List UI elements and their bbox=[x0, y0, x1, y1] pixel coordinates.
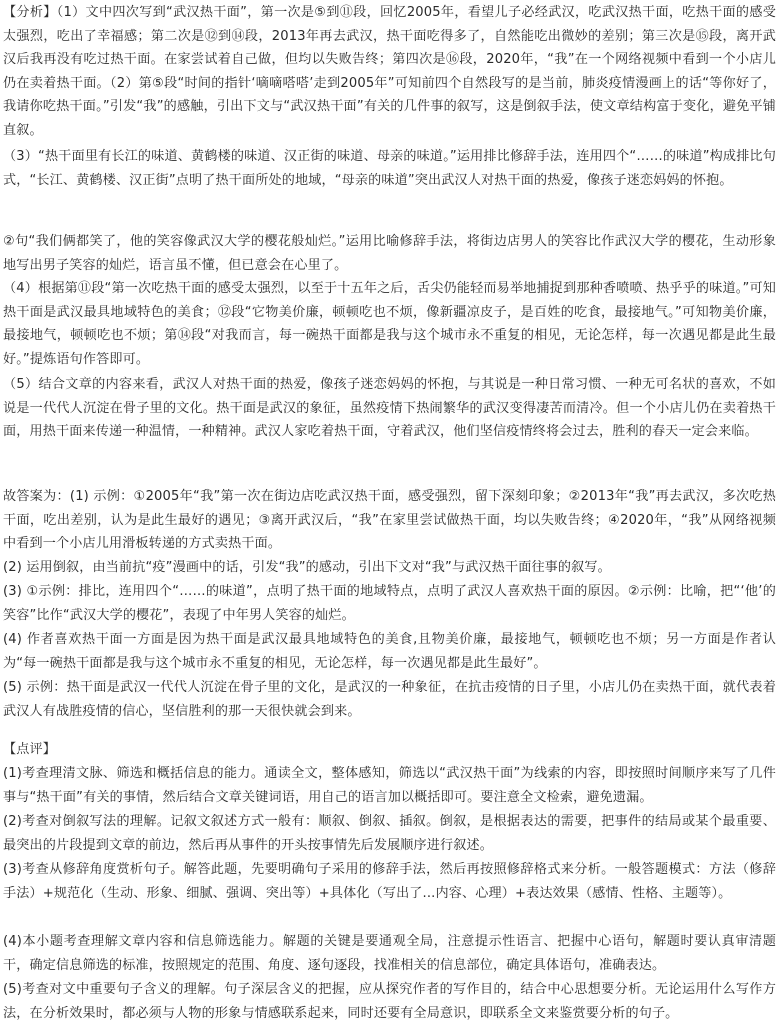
analysis-part-4: （4）根据第⑪段“第一次吃热干面的感受太强烈，以至于十五年之后，舌尖仍能轻而易举地捕捉到那种香喷喷、热乎乎的味道。”可知热干面是武汉最具地域特色的美食；⑫段“它物美价廉，顿顿吃也不烦，像新疆凉皮子，是百姓的吃食，最接地气。”可知物美价廉，最接地气，顿顿吃也不烦；第⑭段“对我而言，每一碗热干面都是我与这个城市永不重复的相见，无论怎样，每一次遇见都是此生最好。”提炼语句作答即可。 bbox=[3, 281, 776, 367]
comment-4: (4)本小题考查理解文章内容和信息筛选能力。解题的关键是要通观全局，注意提示性语言、把握中心语句，解题时要认真审清题干，确定信息筛选的标准，按照规定的范围、角度、逐句逐段，找准相关的信息部位，确定具体语句，准确表达。 bbox=[3, 934, 776, 973]
comment-5: (5)考查对文中重要句子含义的理解。句子深层含义的把握，应从探究作者的写作目的，结合中心思想要分析。无论运用什么写作方法，在分析效果时，都必须与人物的形象与情感联系起来，同时还要有全局意识，即联系全文来鉴赏要分析的句子。 bbox=[3, 982, 776, 1021]
comment-3: (3)考查从修辞角度赏析句子。解答此题，先要明确句子采用的修辞手法，然后再按照修辞格式来分析。一般答题模式：方法（修辞手法）+规范化（生动、形象、细腻、强调、突出等）+具体化（写出了...内容、心理）+表达效果（感情、性格、主题等）。 bbox=[3, 862, 776, 901]
analysis-part-3-metaphor: ②句“我们俩都笑了，他的笑容像武汉大学的樱花般灿烂。”运用比喻修辞手法，将街边店男人的笑容比作武汉大学的樱花，生动形象地写出男子笑容的灿烂，语言虽不懂，但已意会在心里了。 bbox=[3, 234, 776, 273]
analysis-part-3-parallelism: （3）“热干面里有长江的味道、黄鹤楼的味道、汉正街的味道、母亲的味道。”运用排比修辞手法，连用四个“……的味道”构成排比句式，“长江、黄鹤楼、汉正街”点明了热干面所处的地域，“母亲的味道”突出武汉人对热干面的热爱，像孩子迷恋妈妈的怀抱。 bbox=[3, 149, 776, 188]
analysis-part-1-2: 【分析】（1）文中四次写到“武汉热干面”，第一次是⑤到⑪段，回忆2005年，看望儿子必经武汉，吃武汉热干面，吃热干面的感受太强烈，吃出了幸福感；第二次是⑫到⑭段，2013年再去武汉，热干面吃得多了，自然能吃出微妙的差别；第三次是⑮段，离开武汉后我再没有吃过热干面。在家尝试着自己做，但均以失败告终；第四次是⑯段，2020年，“我”在一个网络视频中看到一个小店儿仍在卖着热干面。（2）第⑤段“时间的指针‘嘀嘀嗒嗒’走到2005年”可知前四个自然段写的是当前，肺炎疫情漫画上的话“等你好了，我请你吃热干面。”引发“我”的感触，引出下文与“武汉热干面”有关的几件事的叙写，这是倒叙手法，使文章结构富于变化，避免平铺直叙。 bbox=[3, 5, 776, 138]
analysis-part-5: （5）结合文章的内容来看，武汉人对热干面的热爱，像孩子迷恋妈妈的怀抱，与其说是一种日常习惯、一种无可名状的喜欢，不如说是一代代人沉淀在骨子里的文化。热干面是武汉的象征，虽然疫情下热闹繁华的武汉变得凄苦而清冷。但一个小店儿仍在卖着热干面，用热干面来传递一种温情，一种精神。武汉人家吃着热干面，守着武汉，他们坚信疫情终将会过去，胜利的春天一定会来临。 bbox=[3, 377, 776, 440]
comment-heading: 【点评】 bbox=[3, 742, 56, 757]
comment-1: (1)考查理清文脉、筛选和概括信息的能力。通读全文，整体感知，筛选以“武汉热干面”为线索的内容，即按照时间顺序来写了几件事与“热干面”有关的事情，然后结合文章关键词语，用自己的语言加以概括即可。要注意全文检索，避免遗漏。 bbox=[3, 766, 776, 805]
answer-1: 故答案为：(1) 示例：①2005年“我”第一次在街边店吃武汉热干面，感受强烈，留下深刻印象；②2013年“我”再去武汉，多次吃热干面，吃出差别，认为是此生最好的遇见；③离开武汉后，“我”在家里尝试做热干面，均以失败告终；④2020年，“我”从网络视频中看到一个小店儿用滑板转递的方式卖热干面。 bbox=[3, 489, 776, 552]
answer-2: (2) 运用倒叙，由当前抗“疫”漫画中的话，引发“我”的感动，引出下文对“我”与武汉热干面往事的叙写。 bbox=[3, 560, 611, 575]
answer-5: (5) 示例：热干面是武汉一代代人沉淀在骨子里的文化，是武汉的一种象征，在抗击疫情的日子里，小店儿仍在卖热干面，就代表着武汉人有战胜疫情的信心，坚信胜利的那一天很快就会到来。 bbox=[3, 680, 776, 719]
comment-2: (2)考查对倒叙写法的理解。记叙文叙述方式一般有：顺叙、倒叙、插叙。倒叙，是根据表达的需要，把事件的结局或某个最重要、最突出的片段提到文章的前边，然后再从事件的开头按事情先后发展顺序进行叙述。 bbox=[3, 814, 776, 853]
answer-3: (3) ①示例：排比，连用四个“……的味道”，点明了热干面的地域特点，点明了武汉人喜欢热干面的原因。②示例：比喻，把“‘他’的笑容”比作“武汉大学的樱花”，表现了中年男人笑容的灿烂。 bbox=[3, 584, 776, 623]
answer-4: (4) 作者喜欢热干面一方面是因为热干面是武汉最具地域特色的美食,且物美价廉，最接地气，顿顿吃也不烦；另一方面是作者认为“每一碗热干面都是我与这个城市永不重复的相见，无论怎样，每一次遇见都是此生最好”。 bbox=[3, 632, 777, 671]
